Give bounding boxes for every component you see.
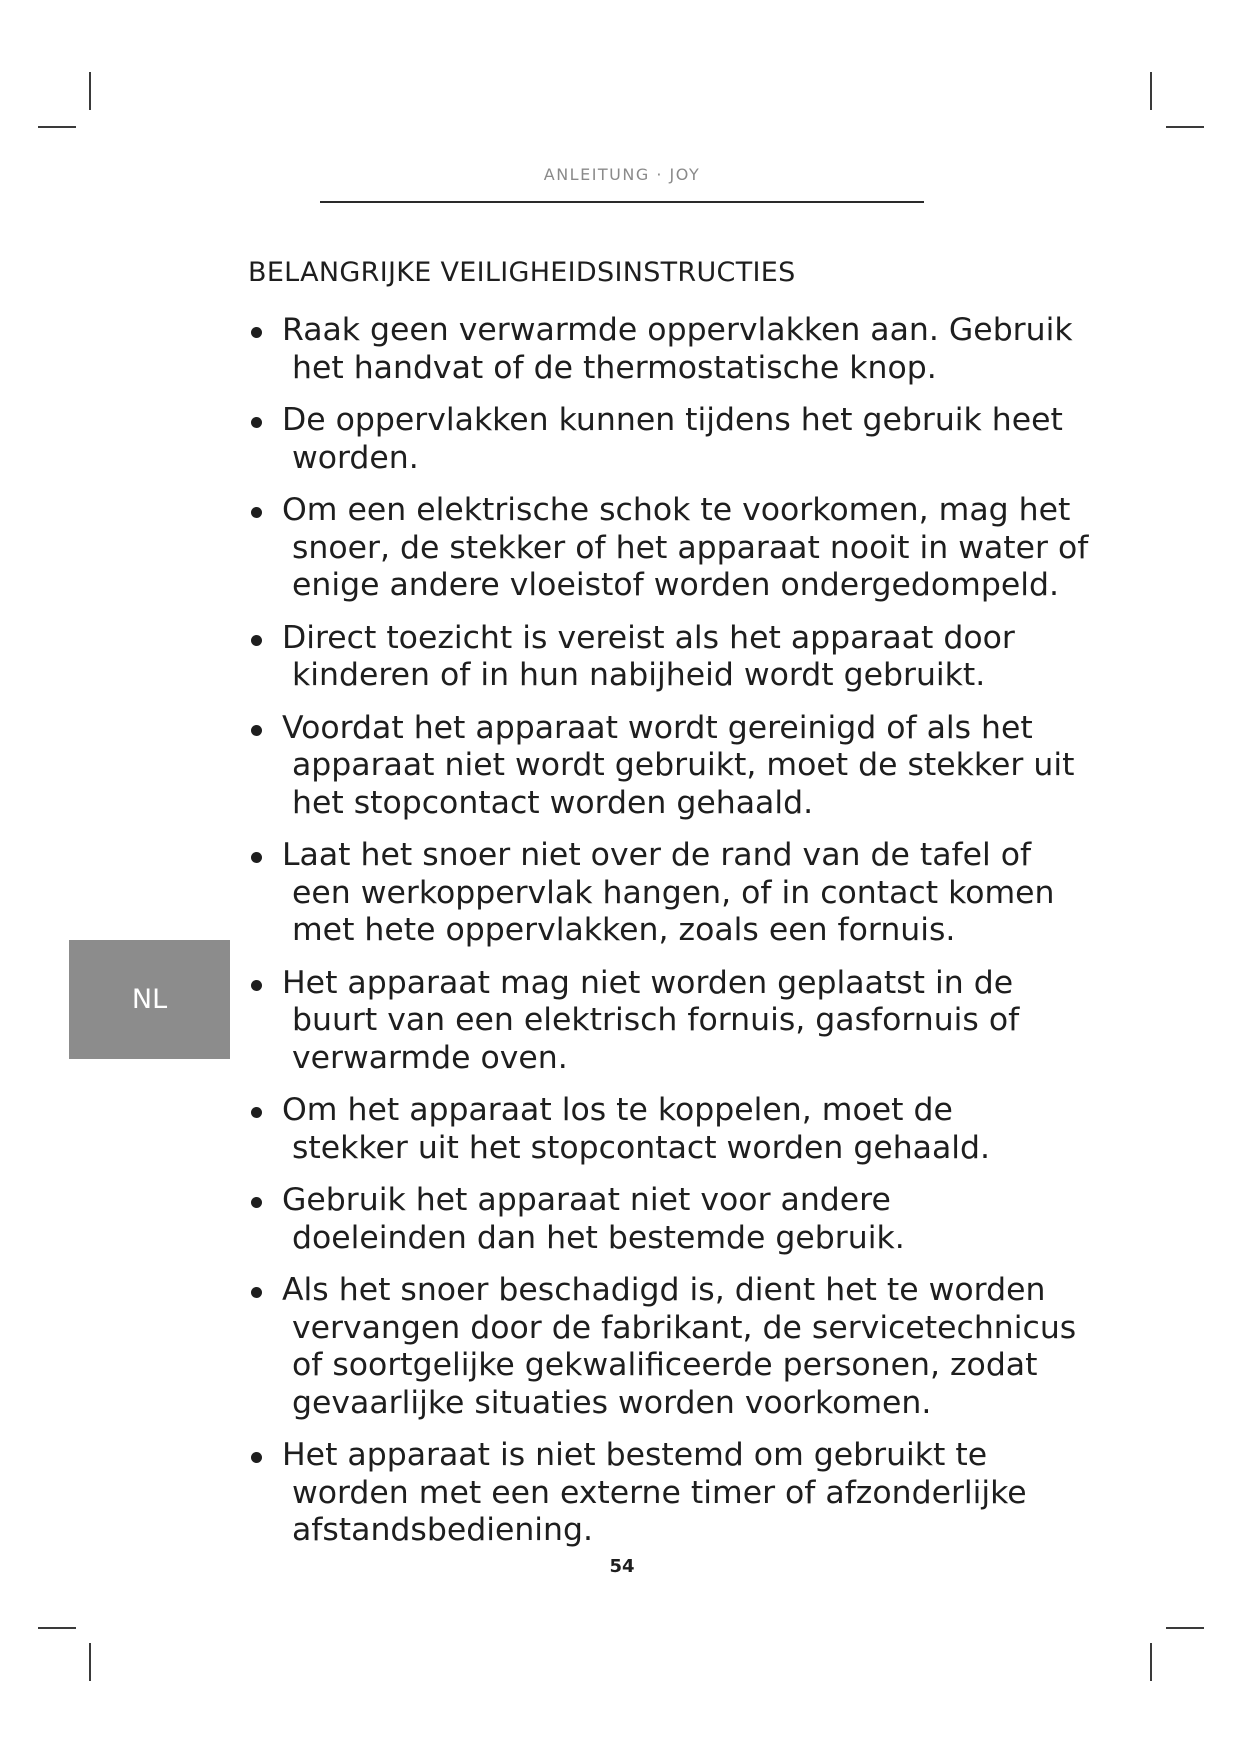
list-item: [248, 965, 1078, 1078]
crop-mark-bottom-right-vertical: [1150, 1643, 1152, 1681]
bullet-dot: [251, 1287, 262, 1298]
bullet-dot: [251, 327, 262, 338]
list-item-line: stekker uit het stopcontact worden gehaald.: [292, 1129, 991, 1166]
list-item-line: buurt van een elektrisch fornuis, gasfornuis of: [292, 1002, 1020, 1038]
bullet-dot: [251, 725, 262, 736]
bullet-dot: [251, 852, 262, 863]
crop-mark-bottom-left-horizontal: [38, 1627, 76, 1629]
list-item-line: afstandsbediening.: [292, 1512, 594, 1548]
list-item-line: gevaarlijke situaties worden voorkomen.: [292, 1384, 932, 1421]
list-item: [248, 620, 1078, 695]
language-tab-label: NL: [131, 984, 168, 1015]
bullet-dot: [251, 1107, 262, 1118]
list-item-line: vervangen door de fabrikant, de servicetechnicus: [292, 1309, 1077, 1346]
list-item-line: of soortgelijke gekwalificeerde personen, zodat: [292, 1347, 1038, 1383]
bullet-dot: [251, 417, 262, 428]
list-item-line: enige andere vloeistof worden ondergedompeld.: [292, 567, 1059, 603]
list-item-line: Raak geen verwarmde oppervlakken aan. Gebruik: [282, 312, 1073, 348]
list-item-line: een werkoppervlak hangen, of in contact komen: [292, 874, 1055, 911]
bullet-dot: [251, 1197, 262, 1208]
list-item-line: Gebruik het apparaat niet voor andere: [282, 1182, 891, 1218]
list-item-line: verwarmde oven.: [292, 1039, 568, 1076]
list-item-line: worden met een externe timer of afzonderlijke: [292, 1474, 1027, 1511]
list-item-line: worden.: [292, 439, 419, 476]
list-item-line: apparaat niet wordt gebruikt, moet de stekker uit: [292, 747, 1075, 783]
crop-mark-top-left-horizontal: [38, 126, 76, 128]
list-item: [248, 1437, 1078, 1550]
list-item-line: Om een elektrische schok te voorkomen, mag het: [282, 492, 1071, 528]
list-item-line: doeleinden dan het bestemde gebruik.: [292, 1219, 905, 1256]
crop-mark-top-right-horizontal: [1166, 126, 1204, 128]
list-item: [248, 402, 1078, 477]
bullet-dot: [251, 635, 262, 646]
list-item-line: Het apparaat mag niet worden geplaatst in de: [282, 964, 1014, 1001]
bullet-dot: [251, 980, 262, 991]
list-item: [248, 492, 1089, 605]
running-header: ANLEITUNG · JOY: [543, 165, 701, 184]
list-item: [248, 710, 1078, 823]
list-item-line: het stopcontact worden gehaald.: [292, 784, 814, 821]
crop-mark-bottom-left-vertical: [89, 1643, 91, 1681]
page-number: 54: [609, 1556, 635, 1577]
list-item-line: Als het snoer beschadigd is, dient het te worden: [282, 1272, 1046, 1308]
list-item: [248, 837, 1078, 950]
list-item-line: Laat het snoer niet over de rand van de tafel of: [282, 837, 1032, 873]
list-item-line: met hete oppervlakken, zoals een fornuis.: [292, 912, 956, 948]
language-tab: [69, 940, 230, 1059]
crop-mark-top-left-vertical: [89, 72, 91, 110]
safety-instructions-list: [248, 312, 1089, 1565]
list-item-line: snoer, de stekker of het apparaat nooit in water of: [292, 529, 1089, 566]
crop-mark-top-right-vertical: [1150, 72, 1152, 110]
list-item: [248, 1092, 1078, 1167]
list-item: [248, 1272, 1078, 1422]
list-item-line: Direct toezicht is vereist als het apparaat door: [282, 619, 1015, 656]
list-item-line: De oppervlakken kunnen tijdens het gebruik heet: [282, 402, 1063, 438]
list-item-line: Het apparaat is niet bestemd om gebruikt te: [282, 1437, 988, 1473]
crop-mark-bottom-right-horizontal: [1166, 1627, 1204, 1629]
list-item-line: het handvat of de thermostatische knop.: [292, 349, 937, 386]
list-item: [248, 1182, 1078, 1257]
bullet-dot: [251, 507, 262, 518]
section-title: BELANGRIJKE VEILIGHEIDSINSTRUCTIES: [248, 257, 796, 288]
list-item-line: kinderen of in hun nabijheid wordt gebruikt.: [292, 657, 986, 693]
list-item-line: Om het apparaat los te koppelen, moet de: [282, 1092, 953, 1128]
bullet-dot: [251, 1452, 262, 1463]
list-item: [248, 312, 1078, 387]
header-rule: [320, 201, 924, 203]
list-item-line: Voordat het apparaat wordt gereinigd of als het: [282, 709, 1033, 746]
